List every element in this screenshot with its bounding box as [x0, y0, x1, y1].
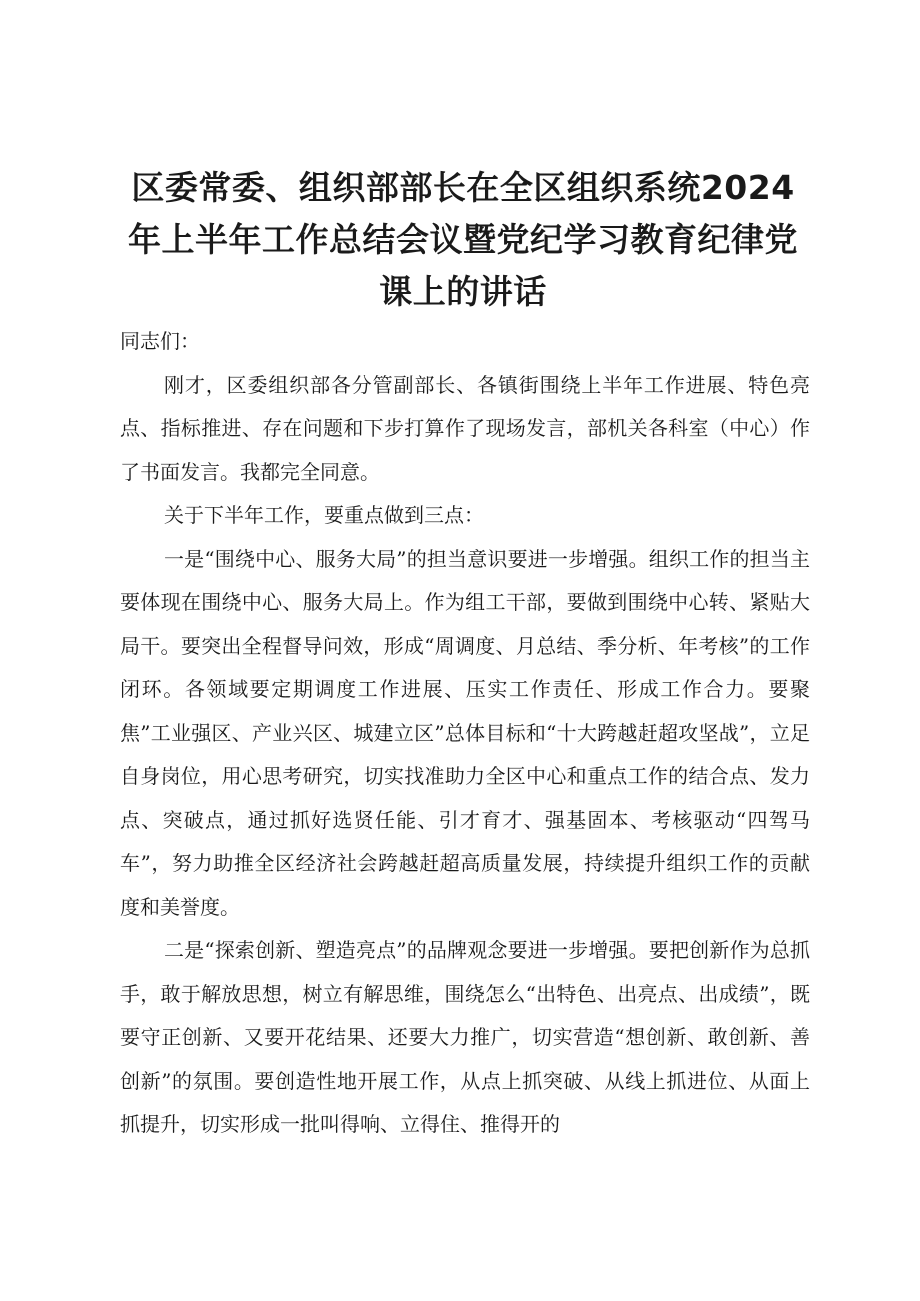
paragraph-opening: 刚才，区委组织部各分管副部长、各镇街围绕上半年工作进展、特色亮点、指标推进、存在问题和下步打算作了现场发言，部机关各科室（中心）作了书面发言。我都完全同意。 — [120, 372, 810, 484]
paragraph-point-one: 一是“围绕中心、服务大局”的担当意识要进一步增强。组织工作的担当主要体现在围绕中心、服务大局上。作为组工干部，要做到围绕中心转、紧贴大局干。要突出全程督导问效，形成“周调度、月总结、季分析、年考核”的工作闭环。各领域要定期调度工作进展、压实工作责任、形成工作合力。要聚焦”工业强区、产业兴区、城建立区”总体目标和“十大跨越赶超攻坚战”，立足自身岗位，用心思考研究，切实找准助力全区中心和重点工作的结合点、发力点、突破点，通过抓好选贤任能、引才育才、强基固本、考核驱动“四驾马车”，努力助推全区经济社会跨越赶超高质量发展，持续提升组织工作的贡献度和美誉度。 — [120, 546, 810, 919]
document-body — [120, 320, 810, 1147]
document-title: 区委常委、组织部部长在全区组织系统2024年上半年工作总结会议暨党纪学习教育纪律党课上的讲话 — [128, 168, 798, 311]
paragraph-point-two: 二是“探索创新、塑造亮点”的品牌观念要进一步增强。要把创新作为总抓手，敢于解放思想，树立有解思维，围绕怎么“出特色、出亮点、出成绩”，既要守正创新、又要开花结果、还要大力推广，切实营造“想创新、敢创新、善创新”的氛围。要创造性地开展工作，从点上抓突破、从线上抓进位、从面上抓提升，切实形成一批叫得响、立得住、推得开的 — [120, 938, 810, 1136]
paragraph-intro-points: 关于下半年工作，要重点做到三点： — [164, 503, 484, 527]
greeting: 同志们： — [120, 329, 200, 353]
